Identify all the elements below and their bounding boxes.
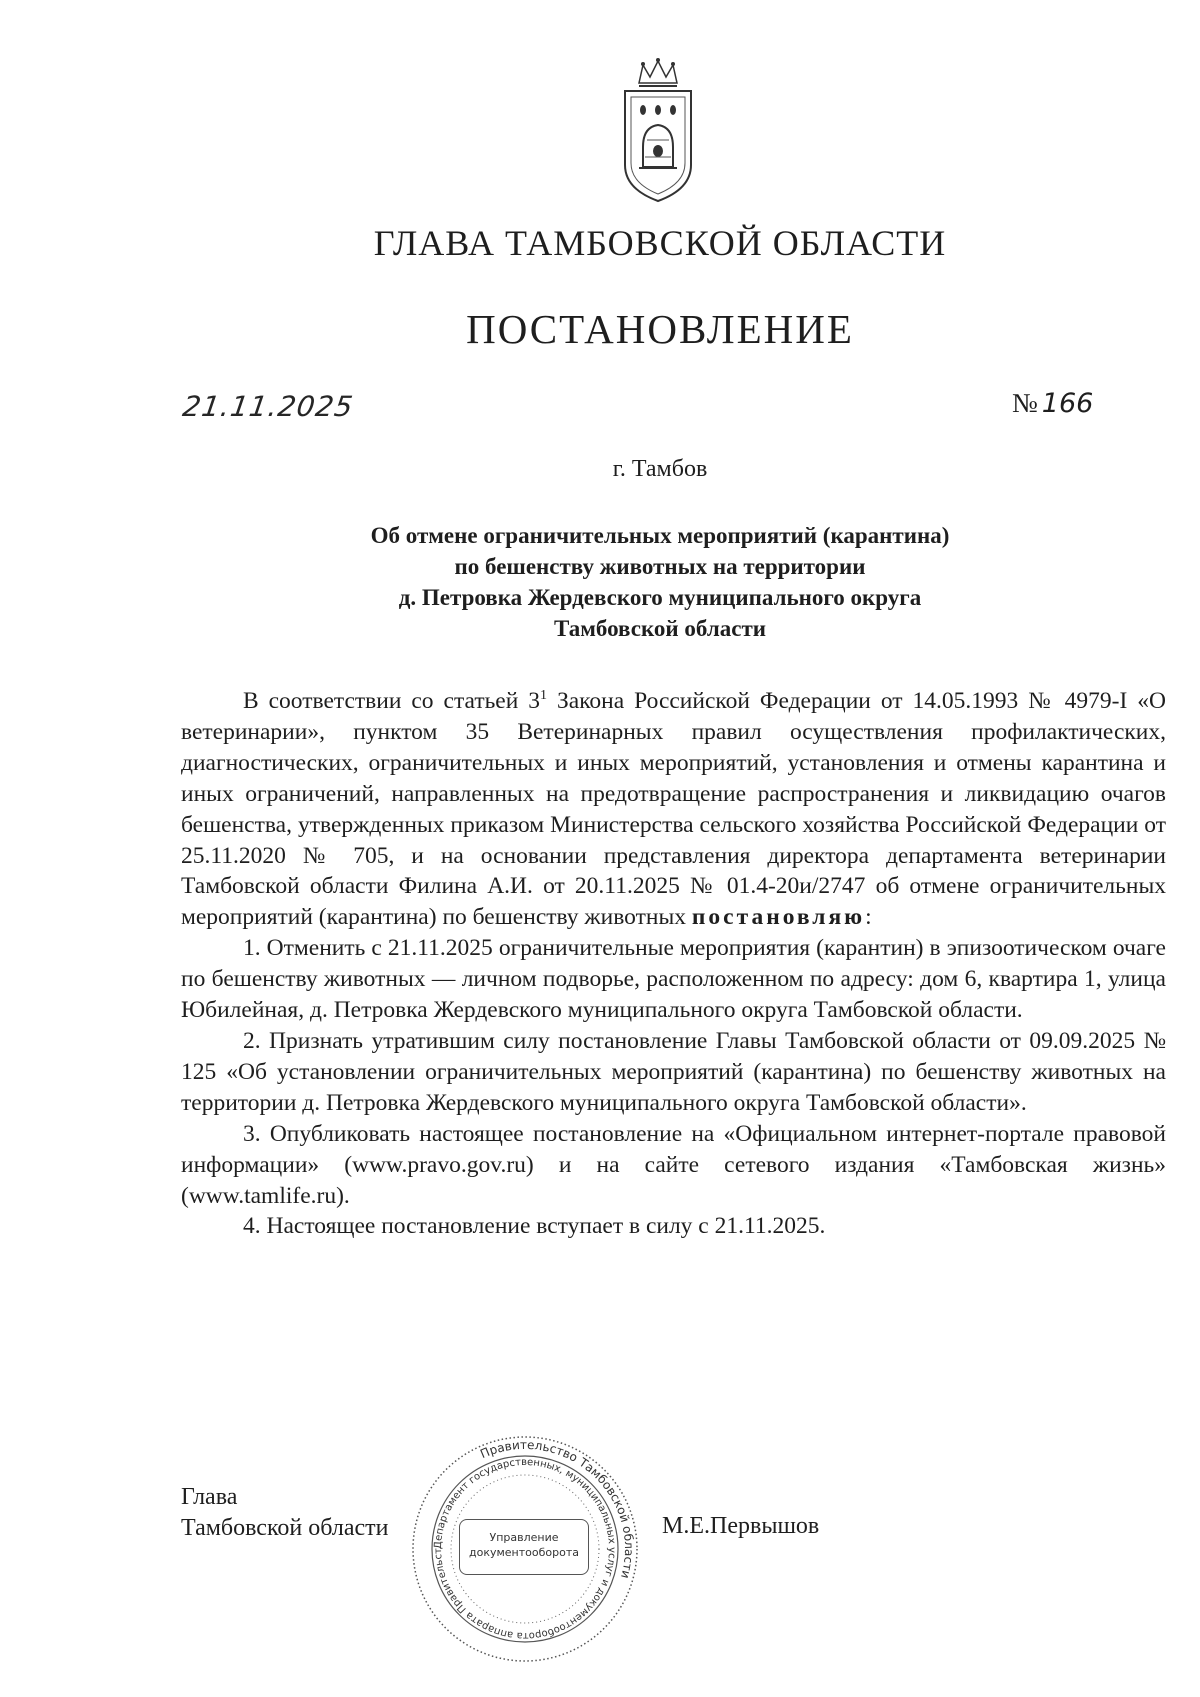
item-1: 1. Отменить с 21.11.2025 ограничительные мероприятия (карантин) в эпизоотическом очаге по бешенству животных — личном подворье, расположенном по адресу: дом 6, квартира 1, улица Юбилейная, д. Петровка Жердевского муниципального округа Тамбовской области.: [181, 935, 1166, 1024]
document-body: [181, 686, 1166, 1242]
title-line: Тамбовской области: [553, 616, 766, 641]
official-round-seal-icon: [409, 1433, 641, 1665]
preamble-paragraph: [181, 686, 1166, 933]
number-value: 166: [1041, 388, 1094, 419]
title-line: по бешенству животных на территории: [454, 554, 866, 579]
number-sign: №: [1012, 388, 1038, 418]
document-title: [240, 520, 1080, 644]
title-line: д. Петровка Жердевского муниципального округа: [398, 585, 922, 610]
document-date: 21.11.2025: [180, 390, 356, 423]
title-line: Об отмене ограничительных мероприятий (карантина): [370, 523, 950, 548]
seal-center-label: [459, 1519, 589, 1575]
decree-punct: :: [865, 904, 872, 931]
signatory-name: М.Е.Первышов: [662, 1513, 820, 1539]
seal-ring-text: Департамент государственных, муниципальных услуг и документооборота аппарата Правительст: [432, 1456, 618, 1642]
document-type: ПОСТАНОВЛЕНИЕ: [466, 306, 854, 352]
item-2: 2. Признать утратившим силу постановление Главы Тамбовской области от 09.09.2025 № 125 «Об установлении ограничительных мероприятий (карантина) по бешенству животных на территории д. Петровка Жердевского муниципального округа Тамбовской области».: [181, 1027, 1166, 1116]
tambov-coat-of-arms-icon: [617, 55, 699, 205]
document-number: [1012, 388, 1093, 419]
seal-center-line: Управление: [489, 1531, 559, 1544]
preamble-text-cont: Закона Российской Федерации от 14.05.1993 № 4979-I «О ветеринарии», пунктом 35 Ветеринарных правил осуществления профилактических, диагностических, ограничительных и иных мероприятий, установления и отмены карантина и иных ограничений, направленных на предотвращение распространения и ликвидацию очагов бешенства, утвержденных приказом Министерства сельского хозяйства Российской Федерации от 25.11.2020 № 705, и на основании представления директора департамента ветеринарии Тамбовской области Филина А.И. от 20.11.2025 № 01.4-20и/2747 об отмене ограничительных мероприятий (карантина) по бешенству животных: [181, 688, 1166, 931]
position-line: Тамбовской области: [181, 1515, 389, 1541]
item-4: 4. Настоящее постановление вступает в силу с 21.11.2025.: [243, 1213, 826, 1240]
signatory-position: [181, 1482, 388, 1544]
item-3: 3. Опубликовать настоящее постановление на «Официальном интернет-портале правовой информации» (www.pravo.gov.ru) и на сайте сетевого издания «Тамбовская жизнь» (www.tamlife.ru).: [181, 1120, 1166, 1209]
decree-word: постановляю: [691, 904, 866, 931]
preamble-text: В соответствии со статьей 3: [243, 688, 541, 714]
position-line: Глава: [181, 1484, 238, 1510]
city: г. Тамбов: [612, 456, 708, 482]
article-superscript: 1: [540, 688, 548, 704]
issuing-authority: ГЛАВА ТАМБОВСКОЙ ОБЛАСТИ: [373, 223, 947, 263]
seal-outer-text: Правительство Тамбовской области: [478, 1437, 637, 1581]
seal-center-line: документооборота: [469, 1546, 579, 1559]
